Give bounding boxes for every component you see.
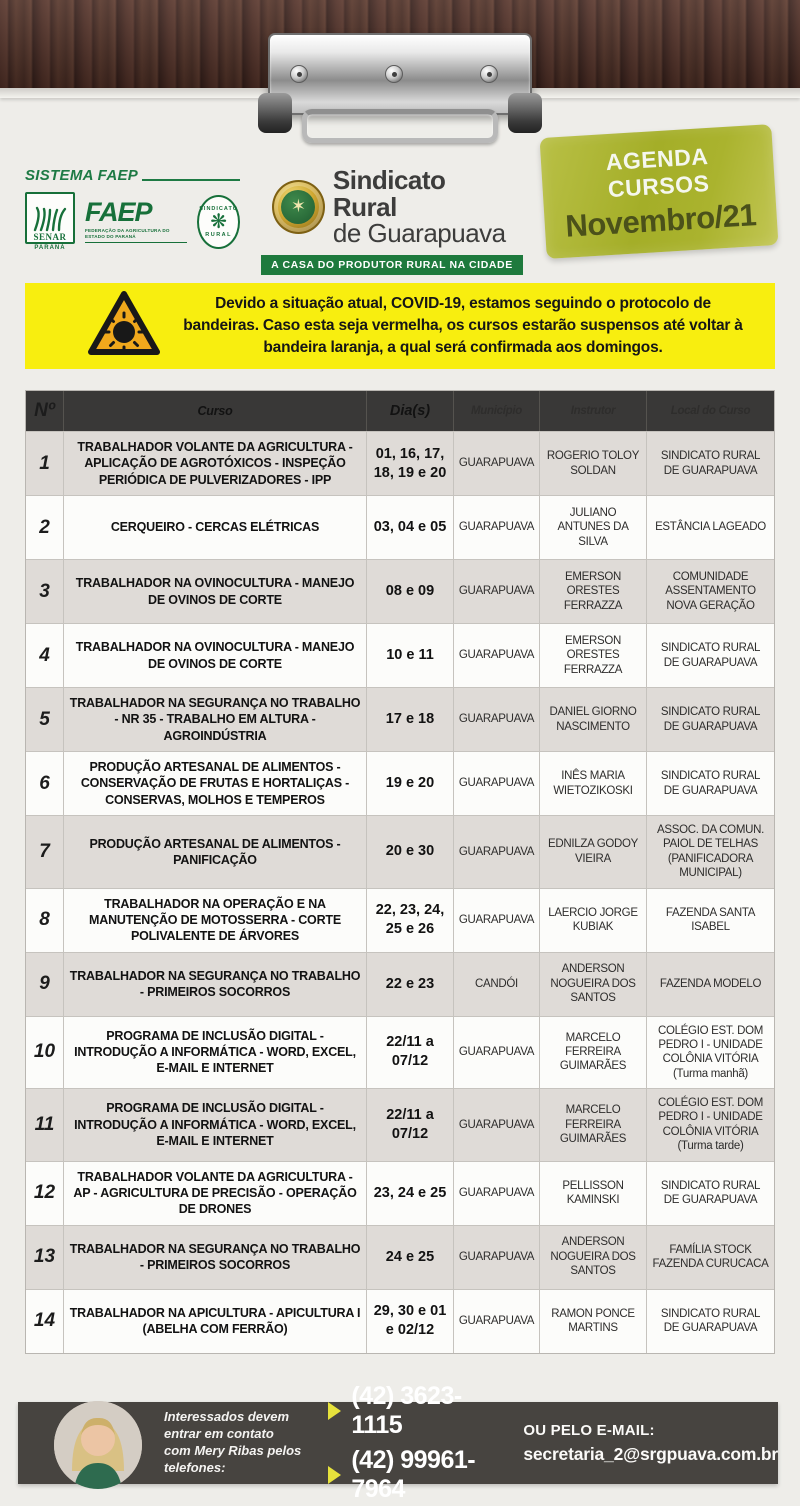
- course-location: FAMÍLIA STOCK FAZENDA CURUCACA: [646, 1226, 774, 1289]
- course-name: TRABALHADOR NA APICULTURA - APICULTURA I (ABELHA COM FERRÃO): [63, 1290, 366, 1353]
- col-header-dias: Dia(s): [366, 391, 453, 431]
- table-header: [26, 391, 774, 431]
- course-days: 20 e 30: [366, 816, 453, 888]
- course-days: 22/11 a 07/12: [366, 1089, 453, 1161]
- table-row: [26, 1088, 774, 1161]
- brand-row: [25, 142, 775, 272]
- course-location: SINDICATO RURAL DE GUARAPUAVA: [646, 752, 774, 815]
- course-instructor: DANIEL GIORNO NASCIMENTO: [539, 688, 646, 751]
- agenda-sticker: [540, 124, 779, 259]
- course-instructor: RAMON PONCE MARTINS: [539, 1290, 646, 1353]
- row-number: 10: [33, 1041, 56, 1063]
- org-tagline: A CASA DO PRODUTOR RURAL NA CIDADE: [261, 255, 523, 275]
- course-table: [25, 390, 775, 1354]
- phone-number: (42) 99961-7964: [351, 1446, 476, 1503]
- arrow-right-bullet-icon: [328, 1466, 341, 1484]
- row-number: 2: [39, 516, 50, 538]
- course-name: TRABALHADOR NA OPERAÇÃO E NA MANUTENÇÃO DE MOTOSSERRA - CORTE POLIVALENTE DE ÁRVORES: [63, 889, 366, 952]
- table-row: [26, 1289, 774, 1353]
- course-name: TRABALHADOR NA OVINOCULTURA - MANEJO DE OVINOS DE CORTE: [63, 560, 366, 623]
- row-number: 8: [39, 909, 50, 930]
- course-name: PROGRAMA DE INCLUSÃO DIGITAL - INTRODUÇÃO A INFORMÁTICA - WORD, EXCEL, E-MAIL E INTERNET: [63, 1017, 366, 1089]
- clip-arm: [258, 93, 292, 133]
- course-days: 19 e 20: [366, 752, 453, 815]
- course-location: FAZENDA SANTA ISABEL: [646, 889, 774, 952]
- plant-icon: [31, 206, 69, 232]
- course-instructor: INÊS MARIA WIETOZIKOSKI: [539, 752, 646, 815]
- sticker-title: AGENDA CURSOS: [604, 142, 711, 203]
- course-location: COMUNIDADE ASSENTAMENTO NOVA GERAÇÃO: [646, 560, 774, 623]
- course-municipality: GUARAPUAVA: [453, 816, 539, 888]
- arrow-right-bullet-icon: [328, 1402, 341, 1420]
- clip-arm: [508, 93, 542, 133]
- course-instructor: MARCELO FERREIRA GUIMARÃES: [539, 1089, 646, 1161]
- table-row: [26, 952, 774, 1016]
- col-header-curso: Curso: [63, 391, 366, 431]
- course-name: TRABALHADOR NA SEGURANÇA NO TRABALHO - PRIMEIROS SOCORROS: [63, 953, 366, 1016]
- row-number: 4: [39, 644, 50, 666]
- course-municipality: GUARAPUAVA: [453, 560, 539, 623]
- course-location: ASSOC. DA COMUN. PAIOL DE TELHAS (PANIFICADORA MUNICIPAL): [646, 816, 774, 888]
- senar-logo: [25, 192, 75, 251]
- table-row: [26, 431, 774, 495]
- clip-handle: [302, 109, 498, 143]
- row-number: 14: [33, 1310, 56, 1331]
- table-row: [26, 1225, 774, 1289]
- course-days: 22/11 a 07/12: [366, 1017, 453, 1089]
- row-number: 6: [39, 772, 50, 794]
- senar-sub: PARANÁ: [34, 245, 66, 251]
- table-row: [26, 1016, 774, 1089]
- table-row: [26, 1161, 774, 1225]
- col-header-numero: Nº: [34, 400, 55, 421]
- course-location: ESTÂNCIA LAGEADO: [646, 496, 774, 559]
- row-number: 1: [39, 452, 50, 474]
- course-location: SINDICATO RURAL DE GUARAPUAVA: [646, 688, 774, 751]
- course-name: TRABALHADOR VOLANTE DA AGRICULTURA - APLICAÇÃO DE AGROTÓXICOS - INSPEÇÃO PERIÓDICA DE PULVERIZADORES - IPP: [63, 432, 366, 495]
- course-municipality: GUARAPUAVA: [453, 889, 539, 952]
- contact-note: Interessados devem entrar em contato com Mery Ribas pelos telefones:: [164, 1409, 302, 1475]
- course-instructor: EMERSON ORESTES FERRAZZA: [539, 560, 646, 623]
- phone-list: [328, 1382, 493, 1504]
- course-name: CERQUEIRO - CERCAS ELÉTRICAS: [63, 496, 366, 559]
- course-days: 23, 24 e 25: [366, 1162, 453, 1225]
- course-days: 22 e 23: [366, 953, 453, 1016]
- screw-icon: [385, 65, 403, 83]
- table-row: [26, 559, 774, 623]
- seal-bottom-text: RURAL: [205, 231, 232, 238]
- course-municipality: GUARAPUAVA: [453, 1089, 539, 1161]
- faep-logo: [85, 197, 187, 242]
- table-row: [26, 687, 774, 751]
- course-days: 22, 23, 24, 25 e 26: [366, 889, 453, 952]
- course-location: FAZENDA MODELO: [646, 953, 774, 1016]
- row-number: 7: [39, 840, 50, 862]
- sindicato-rural-seal: [197, 195, 240, 249]
- sistema-faep-label: SISTEMA FAEP: [25, 167, 139, 184]
- leaf-icon: ❋: [210, 210, 227, 233]
- course-municipality: GUARAPUAVA: [453, 624, 539, 687]
- gold-seal-icon: ✶: [272, 180, 325, 234]
- org-identity: [272, 167, 512, 275]
- col-header-instrutor: Instrutor: [539, 391, 646, 431]
- row-number: 9: [39, 973, 50, 994]
- course-location: SINDICATO RURAL DE GUARAPUAVA: [646, 432, 774, 495]
- sistema-faep-block: [25, 167, 240, 251]
- course-municipality: GUARAPUAVA: [453, 1290, 539, 1353]
- col-header-local: Local do Curso: [646, 391, 774, 431]
- row-number: 12: [33, 1182, 56, 1203]
- course-location: SINDICATO RURAL DE GUARAPUAVA: [646, 624, 774, 687]
- course-instructor: ANDERSON NOGUEIRA DOS SANTOS: [539, 1226, 646, 1289]
- screw-icon: [290, 65, 308, 83]
- course-days: 24 e 25: [366, 1226, 453, 1289]
- clipboard-clip: [262, 33, 538, 159]
- course-location: COLÉGIO EST. DOM PEDRO I - UNIDADE COLÔNIA VITÓRIA (Turma manhã): [646, 1017, 774, 1089]
- org-name-line1: Sindicato Rural: [332, 165, 446, 222]
- phone-number: (42) 3623-1115: [351, 1382, 462, 1439]
- table-row: [26, 815, 774, 888]
- course-municipality: GUARAPUAVA: [453, 1162, 539, 1225]
- table-row: [26, 751, 774, 815]
- course-name: PROGRAMA DE INCLUSÃO DIGITAL - INTRODUÇÃO A INFORMÁTICA - WORD, EXCEL, E-MAIL E INTERNET: [63, 1089, 366, 1161]
- course-name: PRODUÇÃO ARTESANAL DE ALIMENTOS - PANIFICAÇÃO: [63, 816, 366, 888]
- course-days: 01, 16, 17, 18, 19 e 20: [366, 432, 453, 495]
- course-instructor: ROGERIO TOLOY SOLDAN: [539, 432, 646, 495]
- phone-row: [328, 1382, 493, 1440]
- seal-top-text: SINDICATO: [199, 205, 238, 212]
- phone-row: [328, 1446, 493, 1504]
- contact-footer: [18, 1382, 778, 1503]
- course-municipality: GUARAPUAVA: [453, 1226, 539, 1289]
- table-row: [26, 495, 774, 559]
- faep-sub: FEDERAÇÃO DA AGRICULTURA DO ESTADO DO PARANÁ: [85, 228, 187, 243]
- course-location: SINDICATO RURAL DE GUARAPUAVA: [646, 1162, 774, 1225]
- course-municipality: GUARAPUAVA: [453, 752, 539, 815]
- course-municipality: GUARAPUAVA: [453, 1017, 539, 1089]
- course-instructor: JULIANO ANTUNES DA SILVA: [539, 496, 646, 559]
- screw-icon: [480, 65, 498, 83]
- course-municipality: GUARAPUAVA: [453, 496, 539, 559]
- course-days: 10 e 11: [366, 624, 453, 687]
- row-number: 5: [39, 708, 50, 730]
- email-block: [523, 1422, 778, 1465]
- course-instructor: LAERCIO JORGE KUBIAK: [539, 889, 646, 952]
- table-row: [26, 623, 774, 687]
- faep-name: FAEP: [85, 197, 152, 228]
- course-municipality: CANDÓI: [453, 953, 539, 1016]
- covid-warning-text: Devido a situação atual, COVID-19, estamos seguindo o protocolo de bandeiras. Caso esta seja vermelha, os cursos estarão suspensos até voltar à bandeira laranja, a qual será confirmada aos domingos.: [183, 295, 743, 356]
- org-name-line2: de Guarapuava: [332, 218, 506, 249]
- course-instructor: EDNILZA GODOY VIEIRA: [539, 816, 646, 888]
- row-number: 11: [34, 1113, 55, 1135]
- course-days: 08 e 09: [366, 560, 453, 623]
- senar-name: SENAR: [33, 232, 67, 242]
- course-name: TRABALHADOR VOLANTE DA AGRICULTURA - AP - AGRICULTURA DE PRECISÃO - OPERAÇÃO DE DRONES: [63, 1162, 366, 1225]
- sticker-month: Novembro/21: [564, 197, 758, 244]
- course-municipality: GUARAPUAVA: [453, 688, 539, 751]
- course-instructor: MARCELO FERREIRA GUIMARÃES: [539, 1017, 646, 1089]
- course-instructor: ANDERSON NOGUEIRA DOS SANTOS: [539, 953, 646, 1016]
- course-days: 29, 30 e 01 e 02/12: [366, 1290, 453, 1353]
- course-days: 03, 04 e 05: [366, 496, 453, 559]
- course-name: TRABALHADOR NA OVINOCULTURA - MANEJO DE OVINOS DE CORTE: [63, 624, 366, 687]
- contact-person-photo: [54, 1401, 142, 1489]
- course-days: 17 e 18: [366, 688, 453, 751]
- course-name: PRODUÇÃO ARTESANAL DE ALIMENTOS - CONSERVAÇÃO DE FRUTAS E HORTALIÇAS - CONSERVAS, MOLHOS E TEMPEROS: [63, 752, 366, 815]
- covid-warning-banner: [25, 283, 775, 369]
- row-number: 13: [33, 1246, 56, 1267]
- email-label: OU PELO E-MAIL:: [523, 1421, 655, 1439]
- course-location: COLÉGIO EST. DOM PEDRO I - UNIDADE COLÔNIA VITÓRIA (Turma tarde): [646, 1089, 774, 1161]
- course-name: TRABALHADOR NA SEGURANÇA NO TRABALHO - NR 35 - TRABALHO EM ALTURA - AGROINDÚSTRIA: [63, 688, 366, 751]
- course-municipality: GUARAPUAVA: [453, 432, 539, 495]
- email-address: secretaria_2@srgpuava.com.br: [523, 1443, 778, 1464]
- course-location: SINDICATO RURAL DE GUARAPUAVA: [646, 1290, 774, 1353]
- course-name: TRABALHADOR NA SEGURANÇA NO TRABALHO - PRIMEIROS SOCORROS: [63, 1226, 366, 1289]
- table-body: [26, 431, 774, 1353]
- sistema-faep-rule: [142, 179, 240, 181]
- course-instructor: PELLISSON KAMINSKI: [539, 1162, 646, 1225]
- row-number: 3: [39, 580, 50, 602]
- course-instructor: EMERSON ORESTES FERRAZZA: [539, 624, 646, 687]
- col-header-municipio: Município: [453, 391, 539, 431]
- covid-warning-triangle-icon: [87, 290, 161, 363]
- table-row: [26, 888, 774, 952]
